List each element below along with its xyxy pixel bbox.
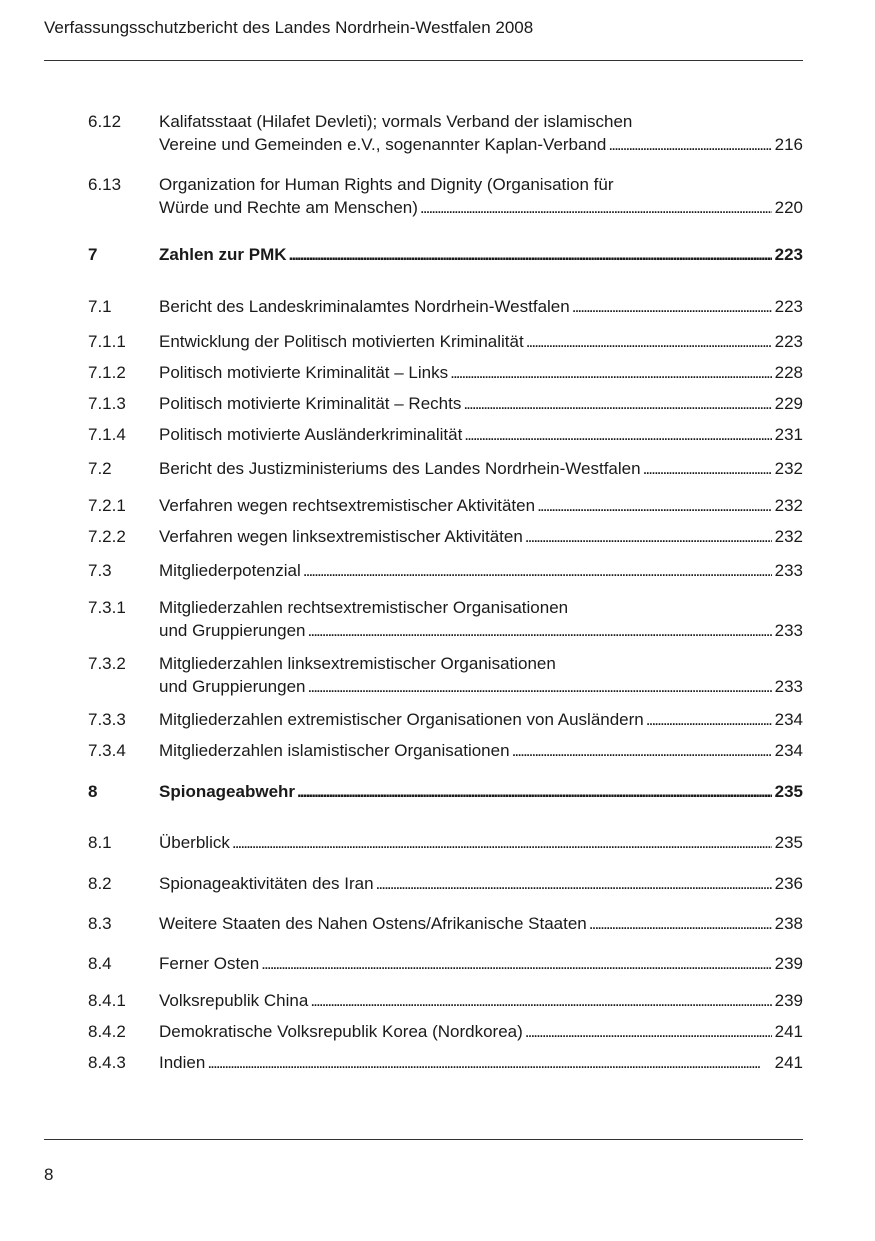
dot-leader xyxy=(310,991,771,1011)
toc-entry-title: Verfahren wegen linksextremistischer Aktivitäten xyxy=(159,527,523,546)
toc-entry-page: 239 xyxy=(774,954,803,973)
toc-entry-number: 8.4.1 xyxy=(88,991,126,1010)
toc-entry-page: 228 xyxy=(774,363,803,382)
toc-entry-number: 7.2.1 xyxy=(88,496,126,515)
toc-entry-number: 7.3.3 xyxy=(88,710,126,729)
dot-leader xyxy=(420,198,772,218)
toc-entry-page: 236 xyxy=(774,874,803,893)
toc-entry-number: 7.1.3 xyxy=(88,394,126,413)
dot-leader xyxy=(512,741,772,761)
toc-entry-title: Demokratische Volksrepublik Korea (Nordkorea) xyxy=(159,1022,523,1041)
toc-entry-number: 8.2 xyxy=(88,874,112,893)
toc-entry-title: Spionageaktivitäten des Iran xyxy=(159,874,374,893)
toc-entry-number: 7.1.4 xyxy=(88,425,126,444)
toc-entry-title: und Gruppierungen xyxy=(159,621,306,640)
toc-entry-page: 232 xyxy=(774,527,803,546)
toc-entry-title: Mitgliederzahlen rechtsextremistischer Organisationen xyxy=(159,598,569,617)
toc-entry-number: 6.13 xyxy=(88,175,122,194)
toc-entry-page: 229 xyxy=(774,394,803,413)
toc-entry-page: 233 xyxy=(774,621,803,640)
dot-leader xyxy=(207,1053,771,1073)
toc-entry-page: 238 xyxy=(774,914,803,933)
toc-entry-title: und Gruppierungen xyxy=(159,677,306,696)
toc-entry-number: 7.3.1 xyxy=(88,598,126,617)
toc-entry-number: 8.4 xyxy=(88,954,112,973)
dot-leader xyxy=(643,459,772,479)
toc-entry-title: Organization for Human Rights and Dignity (Organisation für xyxy=(159,175,614,194)
toc-entry-title: Weitere Staaten des Nahen Ostens/Afrikanische Staaten xyxy=(159,914,587,933)
dot-leader xyxy=(289,245,772,265)
toc-entry-number: 7.3.2 xyxy=(88,654,126,673)
header-divider xyxy=(44,60,803,61)
footer-divider xyxy=(44,1139,803,1140)
toc-entry-page: 235 xyxy=(774,782,803,801)
toc-entry-number: 7.1.2 xyxy=(88,363,126,382)
running-header: Verfassungsschutzbericht des Landes Nordrhein-Westfalen 2008 xyxy=(44,18,534,37)
toc-entry-number: 7.2.2 xyxy=(88,527,126,546)
dot-leader xyxy=(572,297,772,317)
toc-entry-number: 8.4.3 xyxy=(88,1053,126,1072)
toc-entry-number: 7.3 xyxy=(88,561,112,580)
dot-leader xyxy=(232,833,772,853)
toc-entry-title: Mitgliederpotenzial xyxy=(159,561,301,580)
toc-entry-page: 234 xyxy=(774,710,803,729)
toc-entry-page: 232 xyxy=(774,459,803,478)
page-number: 8 xyxy=(44,1165,54,1184)
toc-entry-title: Würde und Rechte am Menschen) xyxy=(159,198,418,217)
dot-leader xyxy=(525,527,772,547)
toc-entry-number: 8.1 xyxy=(88,833,112,852)
toc-entry-title: Bericht des Landeskriminalamtes Nordrhein-Westfalen xyxy=(159,297,570,316)
toc-entry-title: Politisch motivierte Kriminalität – Links xyxy=(159,363,449,382)
toc-entry-number: 7.3.4 xyxy=(88,741,126,760)
toc-entry-number: 7.1.1 xyxy=(88,332,126,351)
toc-entry-number: 6.12 xyxy=(88,112,122,131)
toc-entry-page: 223 xyxy=(774,297,803,316)
dot-leader xyxy=(537,496,772,516)
toc-entry-page: 232 xyxy=(774,496,803,515)
dot-leader xyxy=(261,954,771,974)
toc-entry-number: 7.2 xyxy=(88,459,112,478)
toc-entry-page: 233 xyxy=(774,677,803,696)
toc-entry-title: Mitgliederzahlen extremistischer Organisationen von Ausländern xyxy=(159,710,644,729)
dot-leader xyxy=(303,561,772,581)
toc-entry-title: Politisch motivierte Ausländerkriminalität xyxy=(159,425,463,444)
toc-entry-page: 241 xyxy=(774,1053,803,1072)
dot-leader xyxy=(526,332,772,352)
toc-entry-number: 8.3 xyxy=(88,914,112,933)
dot-leader xyxy=(646,710,772,730)
toc-entry-title: Kalifatsstaat (Hilafet Devleti); vormals Verband der islamischen xyxy=(159,112,633,131)
toc-entry-number: 8.4.2 xyxy=(88,1022,126,1041)
toc-entry-page: 234 xyxy=(774,741,803,760)
toc-entry-page: 239 xyxy=(774,991,803,1010)
dot-leader xyxy=(308,677,772,697)
toc-entry-page: 233 xyxy=(774,561,803,580)
toc-entry-title: Entwicklung der Politisch motivierten Kriminalität xyxy=(159,332,524,351)
dot-leader xyxy=(608,135,771,155)
toc-entry-page: 223 xyxy=(774,245,803,264)
toc-entry-page: 241 xyxy=(774,1022,803,1041)
dot-leader xyxy=(525,1022,772,1042)
dot-leader xyxy=(450,363,772,383)
toc-entry-number: 7.1 xyxy=(88,297,112,316)
toc-entry-page: 231 xyxy=(774,425,803,444)
dot-leader xyxy=(308,621,772,641)
toc-entry-title: Verfahren wegen rechtsextremistischer Aktivitäten xyxy=(159,496,536,515)
toc-entry-number: 7 xyxy=(88,245,98,264)
toc-entry-title: Überblick xyxy=(159,833,230,852)
dot-leader xyxy=(376,874,772,894)
toc-entry-title: Indien xyxy=(159,1053,206,1072)
toc-entry-title: Mitgliederzahlen islamistischer Organisationen xyxy=(159,741,510,760)
toc-entry-title: Mitgliederzahlen linksextremistischer Organisationen xyxy=(159,654,556,673)
toc-entry-title: Bericht des Justizministeriums des Landes Nordrhein-Westfalen xyxy=(159,459,641,478)
toc-entry-page: 235 xyxy=(774,833,803,852)
toc-entry-page: 216 xyxy=(774,135,803,154)
toc-entry-title: Ferner Osten xyxy=(159,954,260,973)
toc-entry-title: Volksrepublik China xyxy=(159,991,309,1010)
toc-entry-title: Vereine und Gemeinden e.V., sogenannter Kaplan-Verband xyxy=(159,135,607,154)
dot-leader xyxy=(464,425,771,445)
toc-entry-page: 223 xyxy=(774,332,803,351)
toc-entry-title: Spionageabwehr xyxy=(159,782,296,801)
toc-entry-title: Zahlen zur PMK xyxy=(159,245,287,264)
dot-leader xyxy=(589,914,772,934)
dot-leader xyxy=(463,394,771,414)
toc-entry-number: 8 xyxy=(88,782,98,801)
dot-leader xyxy=(297,782,772,802)
toc-entry-title: Politisch motivierte Kriminalität – Rechts xyxy=(159,394,462,413)
toc-entry-page: 220 xyxy=(774,198,803,217)
